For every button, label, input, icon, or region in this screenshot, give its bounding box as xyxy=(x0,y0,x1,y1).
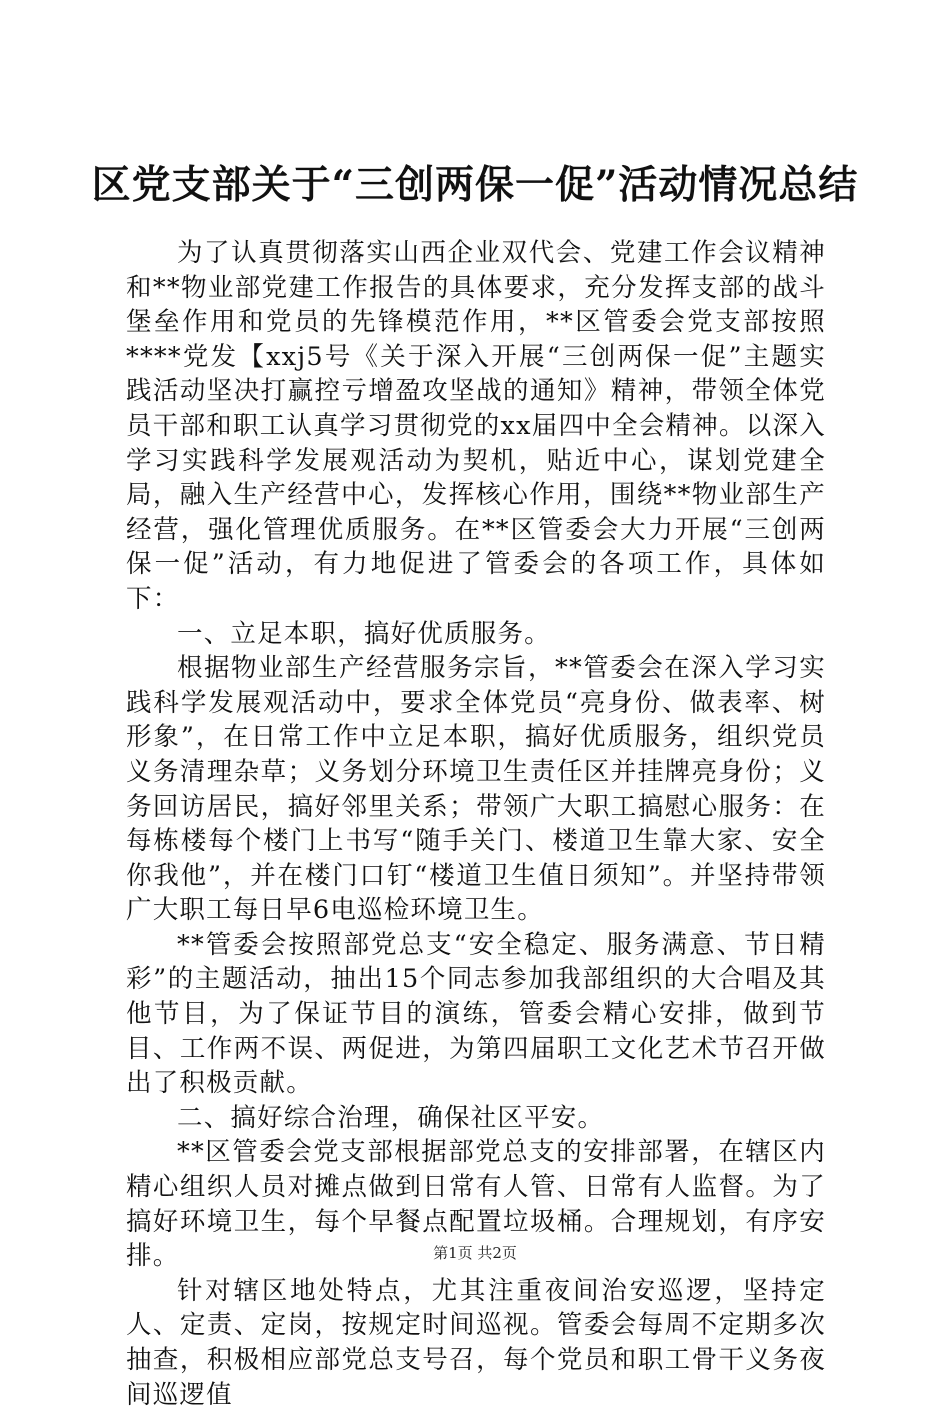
paragraph-activity: **管委会按照部党总支“安全稳定、服务满意、节日精彩”的主题活动，抽出15个同志参加我部组织的大合唱及其他节目，为了保证节目的演练，管委会精心安排，做到节目、工作两不误、两促进，为第四届职工文化艺术节召开做出了积极贡献。 xyxy=(126,929,826,1099)
paragraph-governance: **区管委会党支部根据部党总支的安排部署，在辖区内精心组织人员对摊点做到日常有人管、日常有人监督。为了搞好环境卫生，每个早餐点配置垃圾桶。合理规划，有序安排。 xyxy=(126,1137,826,1272)
document-body xyxy=(126,236,826,1412)
paragraph-patrol: 针对辖区地处特点，尤其注重夜间治安巡逻，坚持定人、定责、定岗，按规定时间巡视。管委会每周不定期多次抽查，积极相应部党总支号召，每个党员和职工骨干义务夜间巡逻值 xyxy=(126,1275,826,1410)
paragraph-service: 根据物业部生产经营服务宗旨，**管委会在深入学习实践科学发展观活动中，要求全体党员“亮身份、做表率、树形象”，在日常工作中立足本职，搞好优质服务，组织党员义务清理杂草；义务划分环境卫生责任区并挂牌亮身份；义务回访居民，搞好邻里关系；带领广大职工搞慰心服务：在每栋楼每个楼门上书写“随手关门、楼道卫生靠大家、安全你我他”，并在楼门口钉“楼道卫生值日须知”。并坚持带领广大职工每日早6电巡检环境卫生。 xyxy=(126,653,826,926)
section-heading-2: 二、搞好综合治理，确保社区平安。 xyxy=(177,1102,605,1133)
section-heading-1: 一、立足本职，搞好优质服务。 xyxy=(177,618,551,649)
page-number-footer: 第1页 共2页 xyxy=(433,1244,517,1262)
document-title: 区党支部关于“三创两保一促”活动情况总结 xyxy=(91,162,859,208)
paragraph-intro: 为了认真贯彻落实山西企业双代会、党建工作会议精神和**物业部党建工作报告的具体要求，充分发挥支部的战斗堡垒作用和党员的先锋模范作用，**区管委会党支部按照****党发【xxj5号《关于深入开展“三创两保一促”主题实践活动坚决打赢控亏增盈攻坚战的通知》精神，带领全体党员干部和职工认真学习贯彻党的xx届四中全会精神。以深入学习实践科学发展观活动为契机，贴近中心，谋划党建全局，融入生产经营中心，发挥核心作用，围绕**物业部生产经营，强化管理优质服务。在**区管委会大力开展“三创两保一促”活动，有力地促进了管委会的各项工作，具体如下： xyxy=(126,238,826,614)
